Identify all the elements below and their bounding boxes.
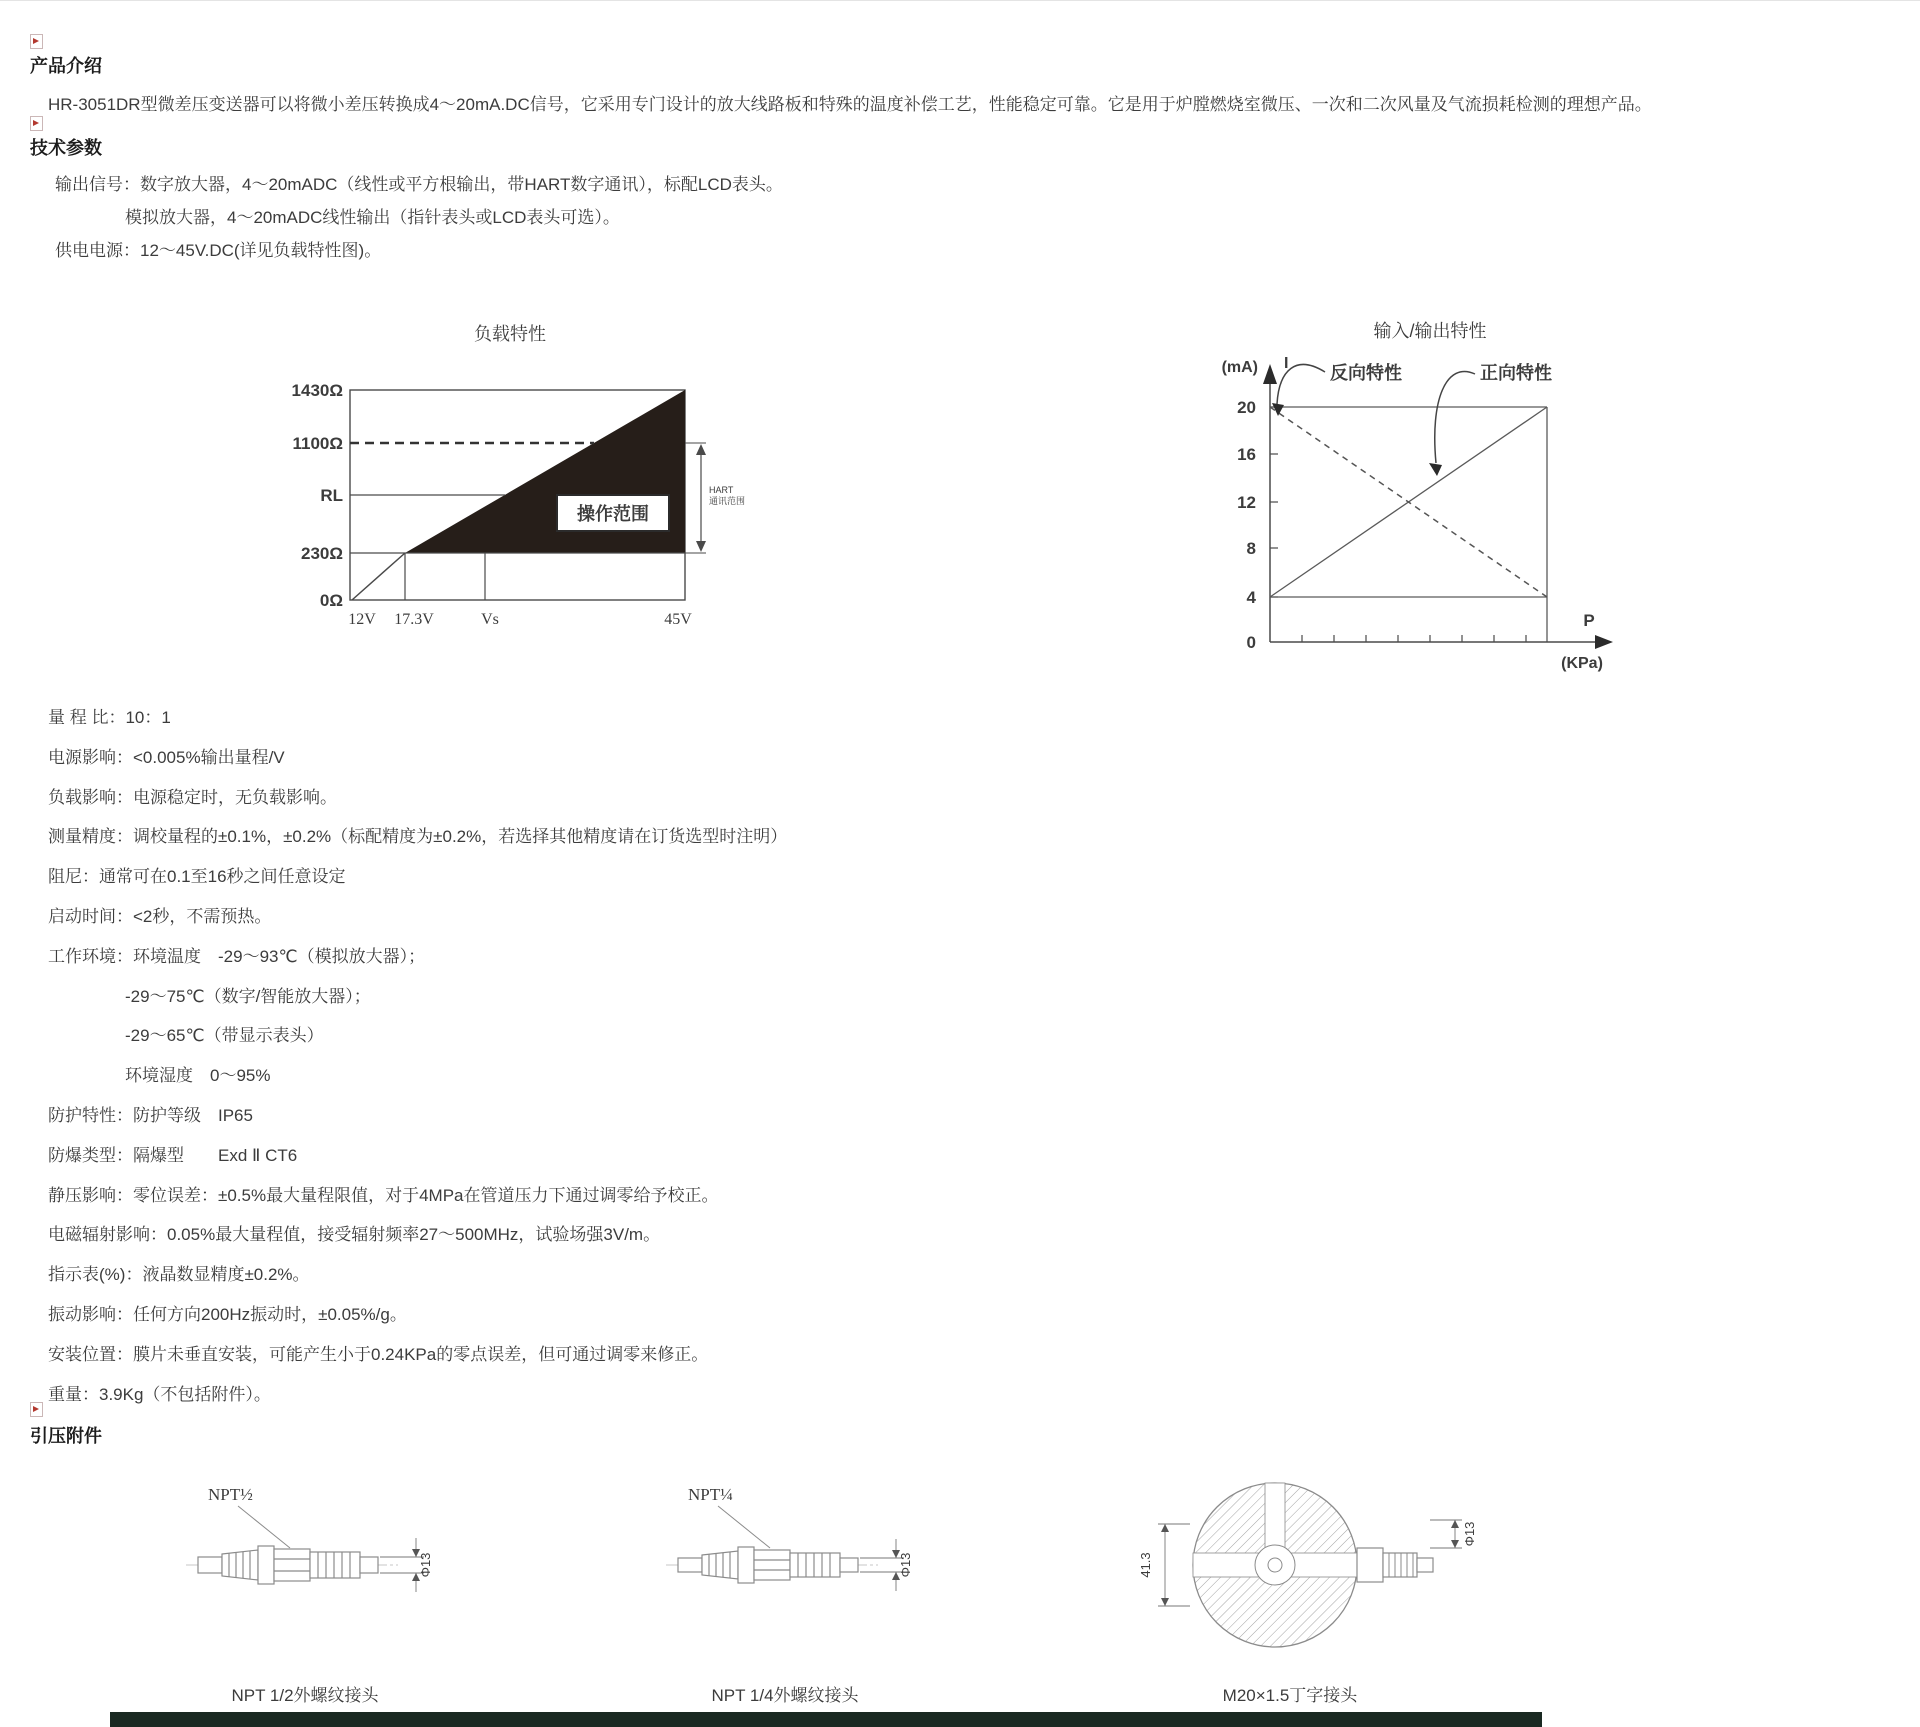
spec-line: -29～75℃（数字/智能放大器）； — [125, 986, 371, 1006]
ytick-230: 230Ω — [301, 544, 343, 563]
ytick-1430: 1430Ω — [291, 381, 343, 400]
y-unit-label: (mA) — [1221, 359, 1258, 376]
fitting-m20-tee — [1090, 1460, 1490, 1706]
ytick-16: 16 — [1237, 445, 1256, 464]
fitting-npt-half — [140, 1460, 470, 1706]
chart-title-load: 负载特性 — [474, 324, 546, 344]
ytick-0: 0Ω — [319, 591, 343, 610]
spec-line: 静压影响：零位误差：±0.5%最大量程限值，对于4MPa在管道压力下通过调零给予校正。 — [48, 1185, 719, 1205]
fitting-caption: NPT 1/4外螺纹接头 — [711, 1686, 859, 1705]
arrowhead-icon — [1161, 1524, 1169, 1532]
intro-paragraph: HR-3051DR型微差压变送器可以将微小差压转换成4～20mA.DC信号，它采用专门设计的放大线路板和特殊的温度补偿工艺，性能稳定可靠。它是用于炉膛燃烧室微压、一次和二次风量及气流损耗检测的理想产品。 — [48, 95, 1652, 114]
ytick-zero: 0 — [1246, 633, 1256, 652]
forward-annotation-arrow — [1435, 372, 1475, 463]
chart-title-io: 输入/输出特性 — [1373, 321, 1487, 341]
diameter-dim-label: Φ13 — [1462, 1521, 1477, 1547]
fitting-body — [1193, 1483, 1433, 1647]
spec-line: 防爆类型：隔爆型 Exd Ⅱ CT6 — [48, 1145, 298, 1165]
fitting-body — [678, 1547, 858, 1583]
fitting-label: NPT½ — [208, 1485, 253, 1504]
section-heading-fittings: 引压附件 — [30, 1426, 102, 1446]
fitting-npt-quarter — [620, 1460, 950, 1706]
diameter-dim-label: Φ13 — [418, 1552, 433, 1578]
tech-line-analog: 模拟放大器，4～20mADC线性输出（指针表头或LCD表头可选）。 — [125, 208, 620, 227]
x-unit-label: (KPa) — [1561, 655, 1603, 672]
fitting-drawing-m20-tee — [1090, 1460, 1490, 1670]
xtick-vs: Vs — [481, 611, 499, 628]
fitting-drawing-npt-quarter — [620, 1460, 950, 1670]
spec-line: 启动时间：<2秒，不需预热。 — [48, 907, 272, 926]
spec-line: 电磁辐射影响：0.05%最大量程值，接受辐射频率27～500MHz，试验场强3V/m。 — [48, 1225, 661, 1245]
fitting-label: NPT¼ — [688, 1485, 733, 1504]
arrowhead-icon — [1161, 1598, 1169, 1606]
xtick-17-3v: 17.3V — [394, 611, 434, 628]
arrowhead-icon — [1429, 463, 1442, 476]
hart-note-line2: 通讯范围 — [709, 496, 746, 506]
spec-line: 指示表(%)：液晶数显精度±0.2%。 — [48, 1265, 310, 1285]
section-heading-tech: 技术参数 — [30, 138, 102, 158]
diameter-dim-label: Φ13 — [898, 1552, 913, 1578]
spec-line: 安装位置：膜片未垂直安装，可能产生小于0.24KPa的零点误差，但可通过调零来修正。 — [48, 1344, 709, 1364]
footer-bar — [110, 1712, 1542, 1727]
spec-line: 测量精度：调校量程的±0.1%，±0.2%（标配精度为±0.2%，若选择其他精度请在订货选型时注明） — [48, 827, 788, 847]
fitting-caption: NPT 1/2外螺纹接头 — [231, 1686, 379, 1705]
top-divider — [0, 0, 1920, 1]
spec-line: 振动影响：任何方向200Hz振动时，±0.05%/g。 — [48, 1305, 407, 1324]
x-tick-marks — [1302, 635, 1526, 642]
y-symbol-label: I — [1284, 355, 1289, 372]
ytick-8: 8 — [1246, 539, 1256, 558]
arrow-down-icon — [696, 541, 706, 552]
spec-line: 量 程 比：10：1 — [48, 708, 171, 727]
section-heading-intro: 产品介绍 — [30, 56, 102, 76]
fitting-drawing-npt-half — [140, 1460, 470, 1670]
spec-line: 阻尼：通常可在0.1至16秒之间任意设定 — [48, 867, 346, 887]
fitting-caption: M20×1.5丁字接头 — [1222, 1686, 1358, 1705]
spec-line: 负载影响：电源稳定时，无负载影响。 — [48, 787, 337, 807]
broken-image-icon — [30, 116, 43, 131]
arrow-up-icon — [696, 444, 706, 455]
arrowhead-icon — [1451, 1540, 1459, 1548]
ytick-4: 4 — [1246, 588, 1256, 607]
input-output-chart — [1180, 258, 1660, 673]
xtick-12v: 12V — [348, 611, 376, 628]
operating-range-label: 操作范围 — [577, 504, 649, 524]
spec-line: 电源影响：<0.005%输出量程/V — [48, 747, 285, 767]
leader-line — [238, 1506, 290, 1548]
tech-line-power: 供电电源：12～45V.DC(详见负载特性图)。 — [55, 241, 382, 260]
spec-line: -29～65℃（带显示表头） — [125, 1026, 324, 1046]
fitting-body — [198, 1546, 378, 1584]
spec-line: 重量：3.9Kg（不包括附件）。 — [48, 1384, 271, 1404]
x-symbol-label: P — [1583, 611, 1595, 630]
y-tick-marks — [1270, 407, 1278, 597]
ytick-20: 20 — [1237, 398, 1256, 417]
ytick-1100: 1100Ω — [292, 434, 343, 453]
spec-line: 防护特性：防护等级 IP65 — [48, 1106, 253, 1125]
arrow-right-icon — [1595, 635, 1613, 649]
load-limit-line-lower — [352, 553, 405, 600]
load-characteristic-chart — [240, 258, 750, 658]
ytick-rl: RL — [320, 486, 343, 505]
tech-line-output-signal: 输出信号：数字放大器，4～20mADC（线性或平方根输出，带HART数字通讯），标配LCD表头。 — [55, 175, 783, 194]
arrowhead-icon — [1451, 1520, 1459, 1528]
hart-note-line1: HART — [709, 485, 734, 495]
broken-image-icon — [30, 1402, 43, 1417]
broken-image-icon — [30, 34, 43, 49]
arrow-up-icon — [1263, 364, 1277, 384]
xtick-45v: 45V — [664, 611, 692, 628]
forward-annotation: 正向特性 — [1480, 363, 1552, 383]
leader-line — [718, 1506, 770, 1548]
spec-line: 环境湿度 0～95% — [125, 1066, 271, 1086]
reverse-annotation: 反向特性 — [1330, 363, 1402, 383]
spec-line: 工作环境：环境温度 -29～93℃（模拟放大器）； — [48, 946, 426, 966]
height-dim-label: 41.3 — [1138, 1552, 1153, 1578]
ytick-12: 12 — [1237, 493, 1256, 512]
